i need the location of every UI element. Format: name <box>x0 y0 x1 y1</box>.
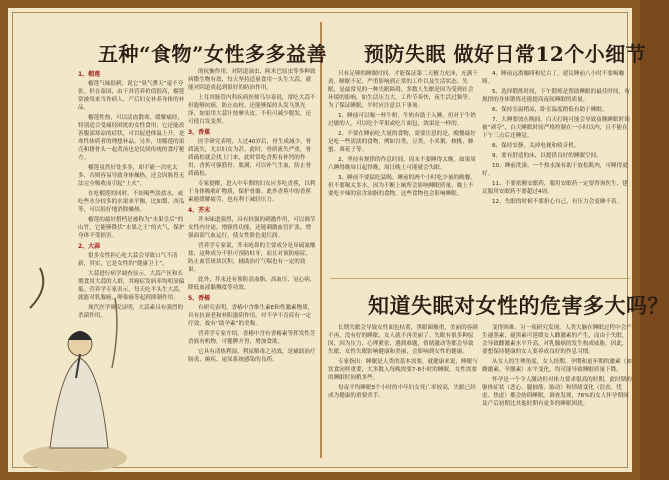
paragraph: 7、大睡要放在晚间，白天打盹可能会导致夜晚睡眠时间被“剥夺”，白天睡眠时间严格控制在一小时以内，且不能在下午三点后还睡觉。 <box>482 117 630 139</box>
paragraph: 变得困难。另一项研究发现，人类大脑在睡眠过程中会产生褪黑素，褪黑素可延缓女人雌激素的产生，而由于失眠，会导致雌激素水平升高，对乳腺癌的发生构成威胁。因此，要想保持健康的女人要养成良好的作息习惯。 <box>482 325 632 355</box>
right-top-title: 预防失眠 做好日常12个小细节 <box>364 42 647 66</box>
paragraph: 医学研究表明，人过40岁后，骨生成减少，骨质流失，尤以妇女为甚。此时，骨质流失严重，骨质疏松就会找上门来，此时常吃香蕉有补钙的作用，香蕉可强筋骨、胀满，可以补气生血，防止骨质疏松。 <box>188 139 312 177</box>
paragraph: 榴莲的最好搭档是被称为“水果皇后”的山竹，它能够降伏“水果之王”的火气，保护身体不受损害。 <box>78 217 185 239</box>
paragraph: 在吃榴莲的同时，不妨喝些淡盐水，或吃些水分较多的水果来平衡，比如梨、西瓜等，可以很好地消除燥热。 <box>78 191 185 213</box>
section-heading: 2、大蒜 <box>78 243 101 250</box>
section-heading: 3、香蕉 <box>188 129 211 136</box>
section-heading: 5、香椿 <box>188 295 211 302</box>
paragraph: 很多女性担心吃大蒜会导致口气不清新，其实，它是女性的“健康卫士”。 <box>78 253 178 267</box>
paragraph: 6、保持室温稍凉，卧室温度稍低有助于睡眠。 <box>492 107 608 113</box>
paragraph: 榴莲性热，可以活血散寒，缓解痛经，特别适合受痛经困扰的女性食用；它还能改善腹部寒凉的症状，可以促进体温上升，是寒性体质者的理想补品。另外，用榴莲的果壳和猪骨头一起煮汤也是民间传统的食疗秘方。 <box>78 115 185 161</box>
paragraph: 1、睡前可以喝一杯牛奶，牛奶有助于入睡，但对于牛奶过敏的人，可以吃个苹果或吃片面包，效果是一样的。 <box>328 113 476 127</box>
paragraph: 5、选择锻炼时间，下午锻炼是帮助睡眠的最佳时间，有规律的身体锻炼还能提高夜间睡眠的质量。 <box>482 89 630 103</box>
paragraph: 长期失眠会导致女性面色枯黄，黑眼圈极重，美丽的容颜不再，没有好的睡眠，女人就不再美丽了。失眠有很多种原因，因为压力、心理紧张、遇到难题，情绪激动等都会导致失眠，女性失眠影响健康和美丽，会影响到女性的健康。 <box>328 325 478 355</box>
paragraph: 12、失眠的时候不要担心自己，有压力会更睡不着。 <box>492 199 623 205</box>
paragraph: 2、不要在睡前吃大量的食物，需要注意的是，晚餐最好是吃一些清淡的食物，例如谷类、豆类、小米粥、核桃、蜂蜜、葵花子等。 <box>328 131 476 153</box>
paragraph: 大蒜进行病学调查显示，大蒜产区和长期食用大蒜的人群，其癌症发病率均明显偏低。营养学专家表示，每天吃半头生大蒜，就能对乳腺癌、卵巢癌等起到抑制作用。 <box>78 271 185 301</box>
paragraph: 从女人的生理角度，女人经期、孕期和更年期的激素（如雌激素、孕激素）水平变化，均可能导致睡眠质量下降。 <box>482 359 632 373</box>
paragraph: 现代医学研究证明，大蒜素具有强烈的杀菌作用。 <box>78 305 184 319</box>
paragraph: 专家提醒，进入中年期的妇女应多吃香蕉，以利于身体吸收矿物质，保护骨骼。此外香蕉中的香蕉素能缓解疲劳，也有利于减轻压力。 <box>188 181 316 203</box>
section-heading: 4、芥末 <box>188 207 211 214</box>
paragraph: 土耳其脉管内科疾病医师乌尔泰说，常吃大蒜不但能够抗癌、防止血栓，还能够保持头发乌黑光泽，如果用大蒜汁按摩头皮，不但可减少脱发，还可使白发变黑。 <box>188 95 316 125</box>
paragraph: 榴莲气味很刺，说它“臭气熏天”毫不夸张。但在泰国，由于其营养价值很高，榴莲常被用来当作病人、产后妇女补养身体的补品。 <box>78 81 185 111</box>
paragraph: 它具有清热利湿、利尿解毒之功效，是辅助治疗肠炎、痢疾、泌尿系统感染的良药。 <box>188 349 316 363</box>
left-title: 五种“食物”女性多多益善 <box>98 42 328 66</box>
paragraph: 营养学专家说，芥末呛鼻的主要成分是异硫氰酸盐，这种成分不但可预防蛀牙，而且对预防癌症、防止血管斑块沉积、辅助治疗气喘也有一定的效果。 <box>188 243 316 273</box>
paragraph: 营养学专家介绍，香椿中含有香椿素等挥发性芳香族有机物，可健脾开胃，增加食欲。 <box>188 331 316 345</box>
insomnia-harm-column-1 <box>328 324 478 474</box>
paragraph: 榴莲虽然好处多多，却不能一次吃太多，否则容易导致身体燥热，还会因肠胃无法完全吸收而引起“上火”。 <box>78 165 185 187</box>
insomnia-harm-column-2 <box>482 324 632 474</box>
paragraph: 此外，芥末还有预防高血脂、高血压、冠心病，降低血液黏稠度等功效。 <box>188 277 316 291</box>
paragraph: 只有足够的睡眠时间，才能保证第二天精力充沛，充满干劲，睡眠不足，严重影响到正常的工作以及生活状态。失眠，是最常见的一种失眠障碍，多数人失眠是因为受到社会环境的影响，如生活压力大，工作节奏快，夜生活过频等。为了保证睡眠，平时应注意以下事项： <box>328 71 478 109</box>
paragraph: 专家指出：睡眠是人类的基本需要，就健康来说，睡眠与饮食同样重要，大多数人每晚需要7-8小时的睡眠，女性需要的睡眠时间稍多些。 <box>328 359 478 381</box>
paragraph: 的抗衡作用，对阴道滴虫、阿米巴原虫等多种致病微生物有效，每天坚持适量食用一头生大蒜，就能对阴道炎起到很好的防治作用。 <box>188 69 316 91</box>
left-column-2 <box>188 68 316 468</box>
paragraph: 3、睡前不要猛吃猛喝，睡前的两个小时吃少量的晚餐，但不要喝太多水，因为不断上厕所会影响睡眠质量，晚上不要吃辛辣的富含油脂的食物，这些食物也会影响睡眠。 <box>328 175 476 197</box>
paragraph: 每夜平均睡眠5个小时的中年妇女死亡率较高，失眠已经成为健康的重要杀手。 <box>328 385 476 399</box>
paragraph: 怀孕是一个令人激动但对体力要求很高的时期，此时期的躯体症状（恶心、腿抽筋、胎动）和情绪变化（沮丧、忧虑、焦虑）都会妨碍睡眠。调查发现，78%的女人怀孕期间及产后初期比其他时期有更多的睡眠困扰。 <box>482 377 632 407</box>
column-divider <box>320 22 322 458</box>
right-bottom-title: 知道失眠对女性的危害多大吗？ <box>368 293 669 318</box>
scholar-illustration <box>20 248 130 476</box>
paragraph: 2、坚持有规律的作息时间，周末不要睡得太晚，如果周六睡得晚周日起得晚，周日晚上可能就会失眠。 <box>328 157 476 171</box>
paragraph: 有研究表明，香椿中含维生素E和性激素物质，具有抗衰老和补阳滋阴作用，对不孕不育症有一定疗效，故有“助孕素”的美称。 <box>188 305 314 327</box>
section-separator <box>330 278 630 279</box>
paragraph: 11、不要依赖安眠药，服用安眠药一定要咨询医生，建议服用安眠药不要超过4周。 <box>482 181 628 195</box>
section-heading: 1、榴莲 <box>78 71 101 78</box>
paragraph: 4、睡前远离咖啡和尼古丁，建议睡前八小时不要喝咖啡。 <box>482 71 625 85</box>
paragraph: 10、睡前洗澡，一个热水澡有助于放松肌肉，可睡得更好。 <box>482 163 628 177</box>
paragraph: 8、保持安静，关掉电视和收音机。 <box>492 143 580 149</box>
insomnia-tips-column-1 <box>328 70 478 280</box>
paragraph: 9、要有舒适的床，以提供良好的睡眠空间。 <box>492 153 602 159</box>
paragraph: 芥末味道强烈，具有较强的刺激作用，可以调节女性内分泌，增强性功能，还能刺激血管扩张，增强面部气血运行，使女性脸色更红润。 <box>188 217 316 239</box>
insomnia-tips-column-2 <box>482 70 632 280</box>
